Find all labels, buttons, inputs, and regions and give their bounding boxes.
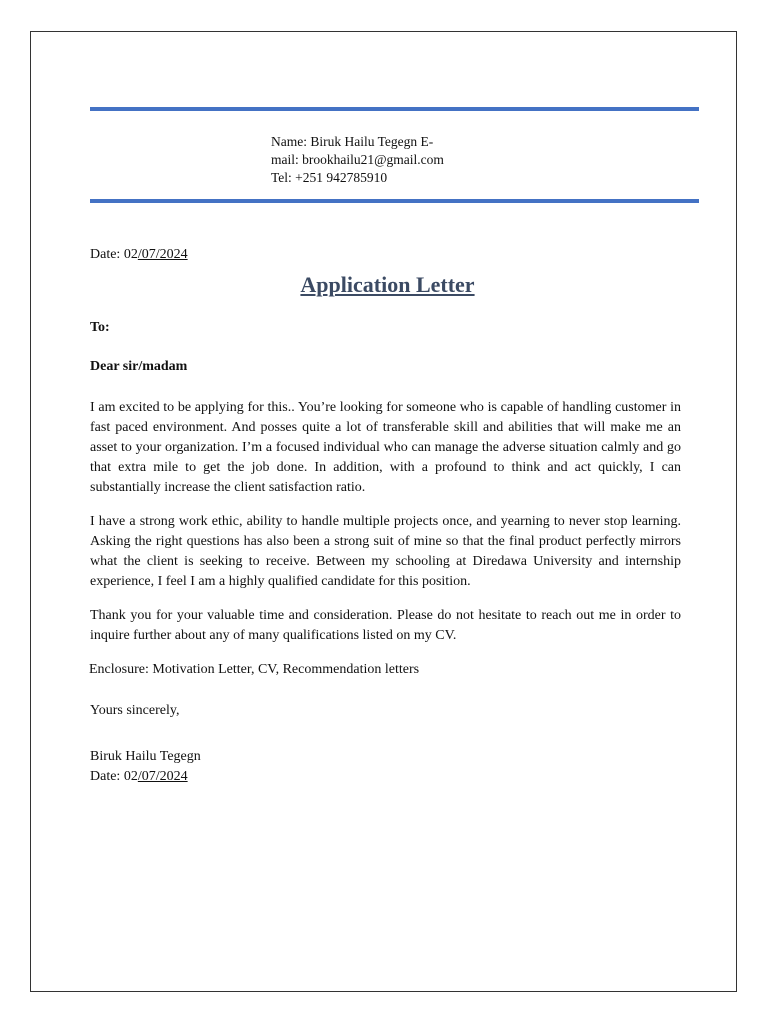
letter-title-text: Application Letter: [300, 272, 475, 297]
contact-phone: Tel: +251 942785910: [271, 170, 388, 185]
enclosure-line: Enclosure: Motivation Letter, CV, Recommendation letters: [89, 662, 420, 677]
body-paragraph-1: I am excited to be applying for this.. You’re looking for someone who is capable of handling customer in fast paced environment. And posses quite a lot of transferable skill and abilities that will make me an asset to your organization. I’m a focused individual who can manage the adverse situation calmly and go that extra mile to get the job done. In addition, with a profound to think and act quickly, I can substantially increase the client satisfaction ratio.: [90, 400, 681, 495]
contact-block: [271, 133, 471, 187]
header-top-rule: [90, 107, 699, 111]
signature-date-value: /07/2024: [137, 769, 188, 784]
body-paragraph-3: Thank you for your valuable time and consideration. Please do not hesitate to reach out me in order to inquire further about any of many qualifications listed on my CV.: [90, 608, 681, 643]
closing-line: Yours sincerely,: [90, 703, 180, 718]
signature-date: [90, 769, 188, 785]
body-paragraph-2: I have a strong work ethic, ability to handle multiple projects once, and yearning to never stop learning. Asking the right questions has also been a strong suit of mine so that the final product perfectly mirrors what the client is seeking to receive. Between my schooling at Diredawa University and internship experience, I feel I am a highly qualified candidate for this position.: [90, 514, 681, 589]
header-bottom-rule: [90, 199, 699, 203]
letter-date: [90, 247, 188, 263]
salutation: Dear sir/madam: [90, 359, 188, 374]
signer-name: Biruk Hailu Tegegn: [90, 749, 201, 764]
letter-page: [30, 31, 737, 992]
date-label: Date: 02: [90, 247, 138, 262]
signature-date-label: Date: 02: [90, 769, 138, 784]
letter-title: [31, 272, 741, 298]
contact-name: Name: Biruk Hailu Tegegn E-: [271, 134, 434, 149]
date-value: /07/2024: [137, 247, 188, 262]
contact-email: mail: brookhailu21@gmail.com: [271, 152, 444, 167]
recipient-label: To:: [90, 320, 110, 335]
